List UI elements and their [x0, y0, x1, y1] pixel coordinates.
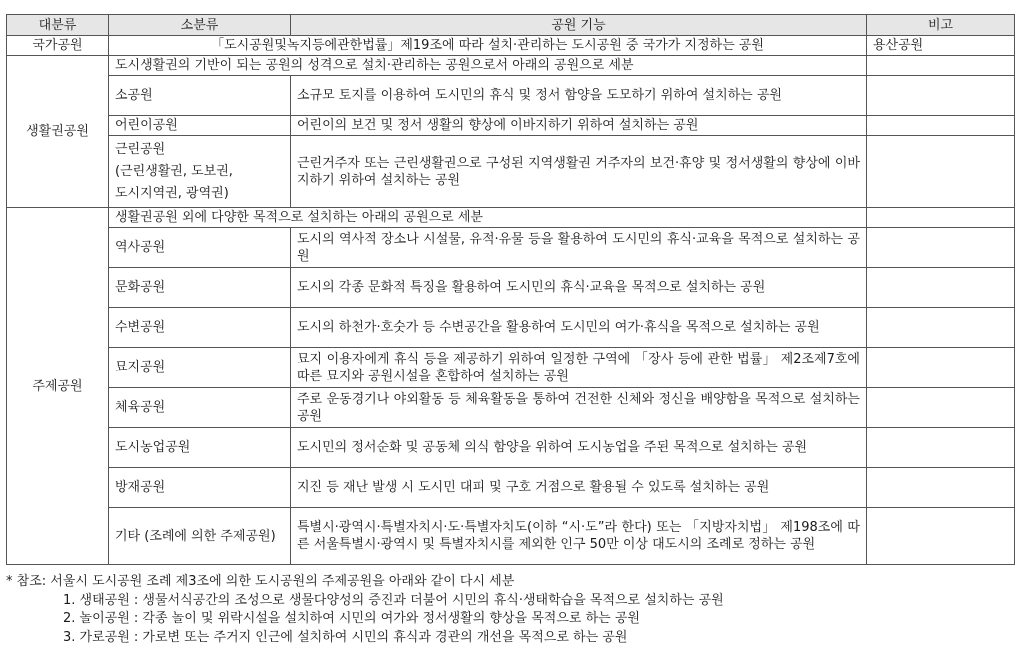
sub-category: 역사공원 [109, 228, 291, 268]
table-row [7, 428, 1015, 468]
note-cell [867, 308, 1015, 348]
category-intro: 도시생활권의 기반이 되는 공원의 성격으로 설치·관리하는 공원으로서 아래의 공원으로 세분 [109, 56, 867, 76]
note-cell [867, 428, 1015, 468]
park-function: 근린거주자 또는 근린생활권으로 구성된 지역생활권 거주자의 보건·휴양 및 정서생활의 향상에 이바지하기 위하여 설치하는 공원 [291, 136, 867, 208]
table-row [7, 228, 1015, 268]
table-row [7, 208, 1015, 228]
note-cell [867, 508, 1015, 565]
park-function: 묘지 이용자에게 휴식 등을 제공하기 위하여 일정한 구역에 「장사 등에 관한 법률」 제2조제7호에 따른 묘지와 공원시설을 혼합하여 설치하는 공원 [291, 348, 867, 388]
note-cell: 용산공원 [867, 36, 1015, 56]
park-function: 도시의 역사적 장소나 시설물, 유적·유물 등을 활용하여 도시민의 휴식·교육을 목적으로 설치하는 공원 [291, 228, 867, 268]
note-cell [867, 116, 1015, 136]
sub-category: 어린이공원 [109, 116, 291, 136]
table-row [7, 116, 1015, 136]
park-function: 도시의 하천가·호숫가 등 수변공간을 활용하여 도시민의 여가·휴식을 목적으로 설치하는 공원 [291, 308, 867, 348]
table-row [7, 508, 1015, 565]
table-row [7, 388, 1015, 428]
header-row [7, 15, 1015, 36]
table-row [7, 308, 1015, 348]
table-row [7, 76, 1015, 116]
table-row [7, 348, 1015, 388]
footnote-item: 1. 생태공원 : 생물서식공간의 조성으로 생물다양성의 증진과 더불어 시민의 휴식·생태학습을 목적으로 설치하는 공원 [63, 592, 724, 608]
footnote-item: 3. 가로공원 : 가로변 또는 주거지 인근에 설치하여 시민의 휴식과 경관의 개선을 목적으로 하는 공원 [63, 629, 628, 645]
sub-category: 기타 (조례에 의한 주제공원) [109, 508, 291, 565]
major-category: 국가공원 [7, 36, 109, 56]
sub-category: 체육공원 [109, 388, 291, 428]
note-cell [867, 76, 1015, 116]
major-category: 주제공원 [7, 208, 109, 565]
park-function: 도시의 각종 문화적 특징을 활용하여 도시민의 휴식·교육을 목적으로 설치하는 공원 [291, 268, 867, 308]
park-function: 「도시공원및녹지등에관한법률」제19조에 따라 설치·관리하는 도시공원 중 국가가 지정하는 공원 [109, 36, 867, 56]
footnote-item: 2. 놀이공원 : 각종 놀이 및 위락시설을 설치하여 시민의 여가와 정서생활의 향상을 목적으로 하는 공원 [63, 611, 640, 626]
note-cell [867, 228, 1015, 268]
table-row [7, 56, 1015, 76]
category-intro: 생활권공원 외에 다양한 목적으로 설치하는 아래의 공원으로 세분 [109, 208, 867, 228]
table-row [7, 136, 1015, 208]
park-function: 특별시·광역시·특별자치시·도·특별자치도(이하 “시·도”라 한다) 또는 「지방자치법」 제198조에 따른 서울특별시·광역시 및 특별자치시를 제외한 인구 50만 이상 대도시의 조례로 정하는 공원 [291, 508, 867, 565]
footnote-title: * 참조: 서울시 도시공원 조례 제3조에 의한 도시공원의 주제공원을 아래와 같이 다시 세분 [6, 574, 515, 589]
sub-category: 방재공원 [109, 468, 291, 508]
table-row [7, 268, 1015, 308]
note-cell [867, 348, 1015, 388]
footnote [6, 573, 1016, 647]
header-function: 공원 기능 [291, 15, 867, 36]
sub-category: 근린공원 (근린생활권, 도보권, 도시지역권, 광역권) [109, 136, 291, 208]
park-function: 주로 운동경기나 야외활동 등 체육활동을 통하여 건전한 신체와 정신을 배양함을 목적으로 설치하는 공원 [291, 388, 867, 428]
note-cell [867, 268, 1015, 308]
note-cell [867, 388, 1015, 428]
note-cell [867, 56, 1015, 76]
header-note: 비고 [867, 15, 1015, 36]
note-cell [867, 136, 1015, 208]
park-function: 어린이의 보건 및 정서 생활의 향상에 이바지하기 위하여 설치하는 공원 [291, 116, 867, 136]
table-row [7, 468, 1015, 508]
table-row [7, 36, 1015, 56]
header-major: 대분류 [7, 15, 109, 36]
park-classification-table [6, 14, 1015, 565]
park-function: 도시민의 정서순화 및 공동체 의식 함양을 위하여 도시농업을 주된 목적으로 설치하는 공원 [291, 428, 867, 468]
note-cell [867, 208, 1015, 228]
sub-category: 문화공원 [109, 268, 291, 308]
header-sub: 소분류 [109, 15, 291, 36]
note-cell [867, 468, 1015, 508]
sub-category: 수변공원 [109, 308, 291, 348]
major-category: 생활권공원 [7, 56, 109, 208]
sub-category: 도시농업공원 [109, 428, 291, 468]
sub-category: 묘지공원 [109, 348, 291, 388]
park-function: 소규모 토지를 이용하여 도시민의 휴식 및 정서 함양을 도모하기 위하여 설치하는 공원 [291, 76, 867, 116]
sub-category: 소공원 [109, 76, 291, 116]
park-function: 지진 등 재난 발생 시 도시민 대피 및 구호 거점으로 활용될 수 있도록 설치하는 공원 [291, 468, 867, 508]
